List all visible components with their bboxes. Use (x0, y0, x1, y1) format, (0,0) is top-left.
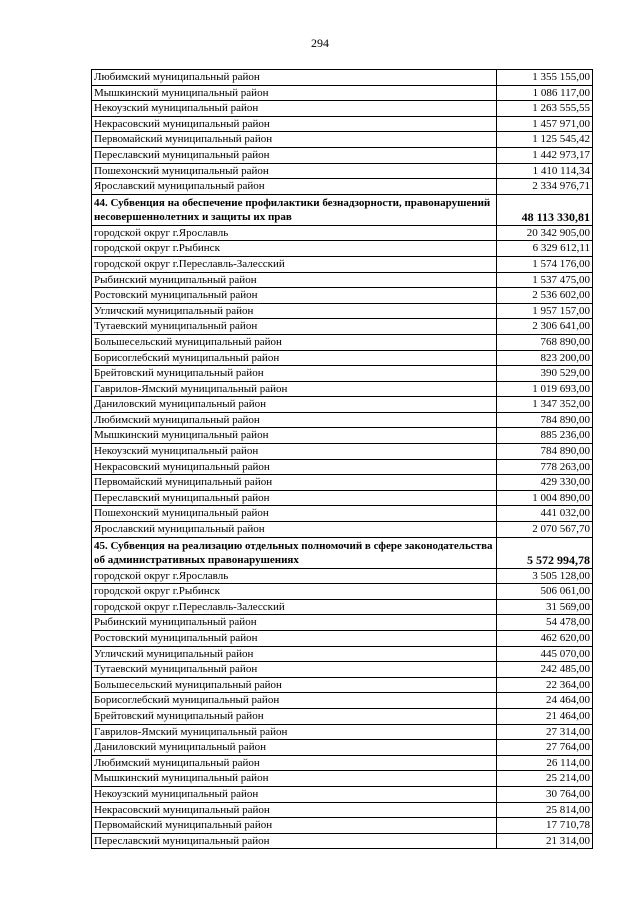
table-row (92, 599, 593, 615)
amount-cell: 445 070,00 (497, 646, 593, 662)
amount-cell: 462 620,00 (497, 631, 593, 647)
district-name: Даниловский муниципальный район (92, 740, 497, 756)
amount-cell: 21 314,00 (497, 833, 593, 849)
district-name: Переславский муниципальный район (92, 147, 497, 163)
amount-cell: 26 114,00 (497, 755, 593, 771)
amount-cell: 242 485,00 (497, 662, 593, 678)
amount-cell: 54 478,00 (497, 615, 593, 631)
table-row (92, 631, 593, 647)
amount-cell: 1 537 475,00 (497, 272, 593, 288)
table-row (92, 85, 593, 101)
district-name: Большесельский муниципальный район (92, 677, 497, 693)
district-name: Пошехонский муниципальный район (92, 506, 497, 522)
table-row (92, 755, 593, 771)
amount-cell: 784 890,00 (497, 412, 593, 428)
section-header-row (92, 194, 593, 225)
district-name: Ростовский муниципальный район (92, 288, 497, 304)
table-row (92, 163, 593, 179)
table-row (92, 350, 593, 366)
district-name: Борисоглебский муниципальный район (92, 693, 497, 709)
district-name: Брейтовский муниципальный район (92, 708, 497, 724)
district-name: Пошехонский муниципальный район (92, 163, 497, 179)
district-name: Некрасовский муниципальный район (92, 802, 497, 818)
section-title: 45. Субвенция на реализацию отдельных полномочий в сфере законодательства об административных правонарушениях (92, 537, 497, 568)
table-row (92, 708, 593, 724)
table-body (92, 70, 593, 849)
district-name: Большесельский муниципальный район (92, 334, 497, 350)
amount-cell: 17 710,78 (497, 818, 593, 834)
table-row (92, 116, 593, 132)
amount-cell: 31 569,00 (497, 599, 593, 615)
table-row (92, 256, 593, 272)
table-row (92, 381, 593, 397)
table-row (92, 662, 593, 678)
amount-cell: 1 263 555,55 (497, 101, 593, 117)
amount-cell: 1 004 890,00 (497, 490, 593, 506)
table-row (92, 241, 593, 257)
district-name: Некоузский муниципальный район (92, 786, 497, 802)
district-name: Переславский муниципальный район (92, 833, 497, 849)
amount-cell: 20 342 905,00 (497, 225, 593, 241)
table-row (92, 490, 593, 506)
district-name: Ярославский муниципальный район (92, 522, 497, 538)
amount-cell: 1 125 545,42 (497, 132, 593, 148)
table-row (92, 412, 593, 428)
district-name: Угличский муниципальный район (92, 303, 497, 319)
amount-cell: 25 214,00 (497, 771, 593, 787)
budget-table (91, 69, 593, 849)
district-name: Переславский муниципальный район (92, 490, 497, 506)
table-row (92, 132, 593, 148)
amount-cell: 21 464,00 (497, 708, 593, 724)
table-row (92, 272, 593, 288)
table-row (92, 444, 593, 460)
amount-cell: 30 764,00 (497, 786, 593, 802)
table-row (92, 802, 593, 818)
district-name: Рыбинский муниципальный район (92, 615, 497, 631)
district-name: Ростовский муниципальный район (92, 631, 497, 647)
amount-cell: 1 442 973,17 (497, 147, 593, 163)
amount-cell: 27 314,00 (497, 724, 593, 740)
table-row (92, 568, 593, 584)
amount-cell: 1 019 693,00 (497, 381, 593, 397)
table-row (92, 459, 593, 475)
table-row (92, 475, 593, 491)
district-name: Первомайский муниципальный район (92, 818, 497, 834)
district-name: городской округ г.Рыбинск (92, 584, 497, 600)
amount-cell: 885 236,00 (497, 428, 593, 444)
table-row (92, 740, 593, 756)
amount-cell: 441 032,00 (497, 506, 593, 522)
district-name: Борисоглебский муниципальный район (92, 350, 497, 366)
table-row (92, 693, 593, 709)
district-name: Первомайский муниципальный район (92, 475, 497, 491)
table-row (92, 522, 593, 538)
district-name: городской округ г.Ярославль (92, 568, 497, 584)
amount-cell: 1 957 157,00 (497, 303, 593, 319)
amount-cell: 768 890,00 (497, 334, 593, 350)
amount-cell: 2 070 567,70 (497, 522, 593, 538)
amount-cell: 1 086 117,00 (497, 85, 593, 101)
district-name: Некоузский муниципальный район (92, 444, 497, 460)
amount-cell: 784 890,00 (497, 444, 593, 460)
district-name: Рыбинский муниципальный район (92, 272, 497, 288)
district-name: Тутаевский муниципальный район (92, 662, 497, 678)
amount-cell: 2 536 602,00 (497, 288, 593, 304)
district-name: Любимский муниципальный район (92, 70, 497, 86)
district-name: городской округ г.Ярославль (92, 225, 497, 241)
section-header-row (92, 537, 593, 568)
district-name: Любимский муниципальный район (92, 412, 497, 428)
table-row (92, 147, 593, 163)
amount-cell: 1 347 352,00 (497, 397, 593, 413)
district-name: Мышкинский муниципальный район (92, 85, 497, 101)
district-name: городской округ г.Переславль-Залесский (92, 599, 497, 615)
table-row (92, 319, 593, 335)
section-total: 5 572 994,78 (497, 537, 593, 568)
table-row (92, 397, 593, 413)
district-name: Гаврилов-Ямский муниципальный район (92, 724, 497, 740)
section-total: 48 113 330,81 (497, 194, 593, 225)
amount-cell: 2 334 976,71 (497, 179, 593, 195)
amount-cell: 25 814,00 (497, 802, 593, 818)
district-name: Некрасовский муниципальный район (92, 116, 497, 132)
table-row (92, 288, 593, 304)
table-row (92, 101, 593, 117)
table-row (92, 70, 593, 86)
amount-cell: 778 263,00 (497, 459, 593, 475)
district-name: Угличский муниципальный район (92, 646, 497, 662)
amount-cell: 3 505 128,00 (497, 568, 593, 584)
page-number: 294 (311, 36, 329, 50)
district-name: Брейтовский муниципальный район (92, 366, 497, 382)
district-name: Первомайский муниципальный район (92, 132, 497, 148)
amount-cell: 1 410 114,34 (497, 163, 593, 179)
amount-cell: 24 464,00 (497, 693, 593, 709)
amount-cell: 22 364,00 (497, 677, 593, 693)
table-row (92, 334, 593, 350)
table-row (92, 584, 593, 600)
district-name: Гаврилов-Ямский муниципальный район (92, 381, 497, 397)
table-row (92, 179, 593, 195)
table-row (92, 833, 593, 849)
amount-cell: 506 061,00 (497, 584, 593, 600)
table-row (92, 615, 593, 631)
table-row (92, 677, 593, 693)
table-row (92, 428, 593, 444)
table-row (92, 786, 593, 802)
table-row (92, 646, 593, 662)
district-name: Мышкинский муниципальный район (92, 428, 497, 444)
section-title: 44. Субвенция на обеспечение профилактики безнадзорности, правонарушений несовершеннолетних и защиты их прав (92, 194, 497, 225)
table-row (92, 724, 593, 740)
district-name: городской округ г.Переславль-Залесский (92, 256, 497, 272)
table-row (92, 303, 593, 319)
table-row (92, 771, 593, 787)
amount-cell: 1 457 971,00 (497, 116, 593, 132)
table-row (92, 366, 593, 382)
table-row (92, 506, 593, 522)
district-name: Некрасовский муниципальный район (92, 459, 497, 475)
district-name: Мышкинский муниципальный район (92, 771, 497, 787)
amount-cell: 27 764,00 (497, 740, 593, 756)
amount-cell: 823 200,00 (497, 350, 593, 366)
district-name: Тутаевский муниципальный район (92, 319, 497, 335)
table-row (92, 225, 593, 241)
district-name: Некоузский муниципальный район (92, 101, 497, 117)
amount-cell: 6 329 612,11 (497, 241, 593, 257)
table-row (92, 818, 593, 834)
amount-cell: 2 306 641,00 (497, 319, 593, 335)
amount-cell: 390 529,00 (497, 366, 593, 382)
amount-cell: 1 574 176,00 (497, 256, 593, 272)
district-name: Ярославский муниципальный район (92, 179, 497, 195)
amount-cell: 1 355 155,00 (497, 70, 593, 86)
district-name: Любимский муниципальный район (92, 755, 497, 771)
district-name: городской округ г.Рыбинск (92, 241, 497, 257)
district-name: Даниловский муниципальный район (92, 397, 497, 413)
amount-cell: 429 330,00 (497, 475, 593, 491)
